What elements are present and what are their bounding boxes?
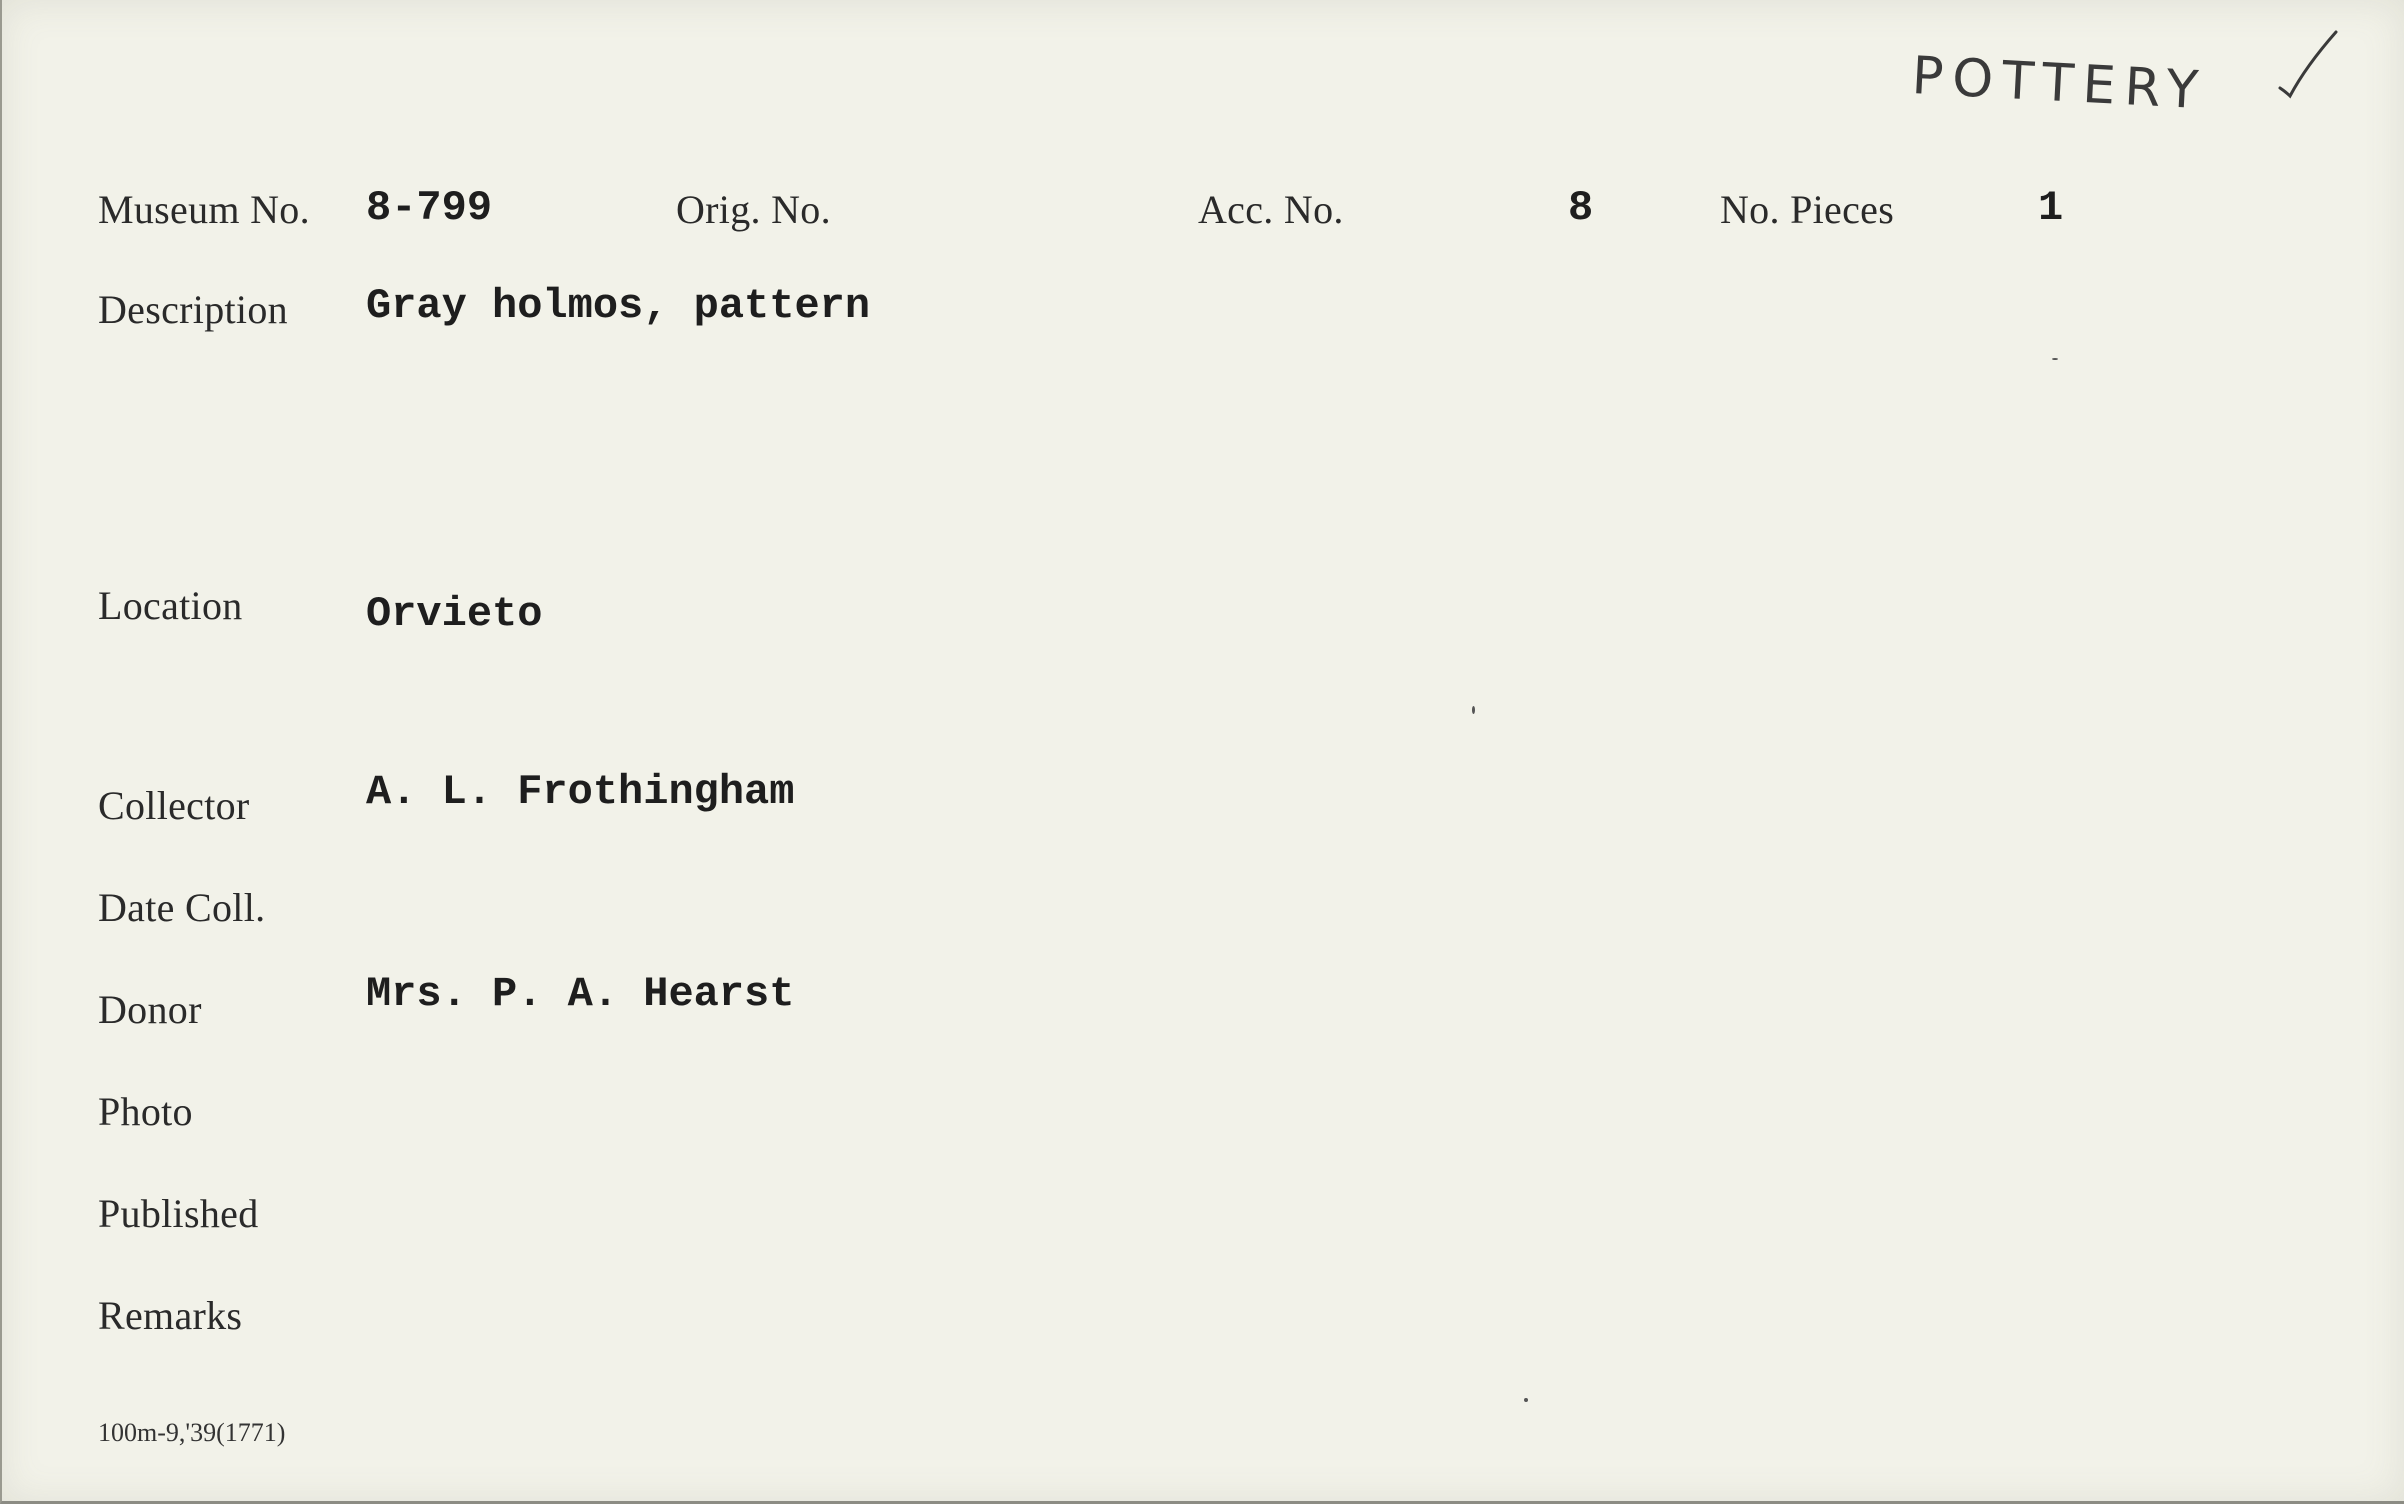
museum-no-value: 8-799 xyxy=(366,184,493,232)
museum-no-label: Museum No. xyxy=(98,187,310,232)
remarks-label: Remarks xyxy=(98,1293,243,1338)
donor-value: Mrs. P. A. Hearst xyxy=(366,970,795,1018)
no-pieces-value: 1 xyxy=(2038,184,2064,232)
donor-label: Donor xyxy=(98,987,202,1032)
description-label: Description xyxy=(98,287,288,332)
description-value: Gray holmos, pattern xyxy=(366,282,871,330)
location-value: Orvieto xyxy=(366,590,543,638)
checkmark-icon xyxy=(2272,26,2342,106)
ink-speck xyxy=(1524,1398,1528,1402)
acc-no-value: 8 xyxy=(1568,184,1594,232)
collector-value: A. L. Frothingham xyxy=(366,768,795,816)
no-pieces-label: No. Pieces xyxy=(1720,187,1895,232)
ink-speck xyxy=(2052,358,2058,360)
print-code: 100m-9,'39(1771) xyxy=(98,1418,286,1447)
orig-no-label: Orig. No. xyxy=(676,187,831,232)
ink-speck xyxy=(1472,706,1475,714)
acc-no-label: Acc. No. xyxy=(1198,187,1344,232)
collector-label: Collector xyxy=(98,783,250,828)
date-coll-label: Date Coll. xyxy=(98,885,266,930)
photo-label: Photo xyxy=(98,1089,193,1134)
location-label: Location xyxy=(98,583,243,628)
category-stamp: POTTERY xyxy=(1910,46,2209,122)
published-label: Published xyxy=(98,1191,259,1236)
